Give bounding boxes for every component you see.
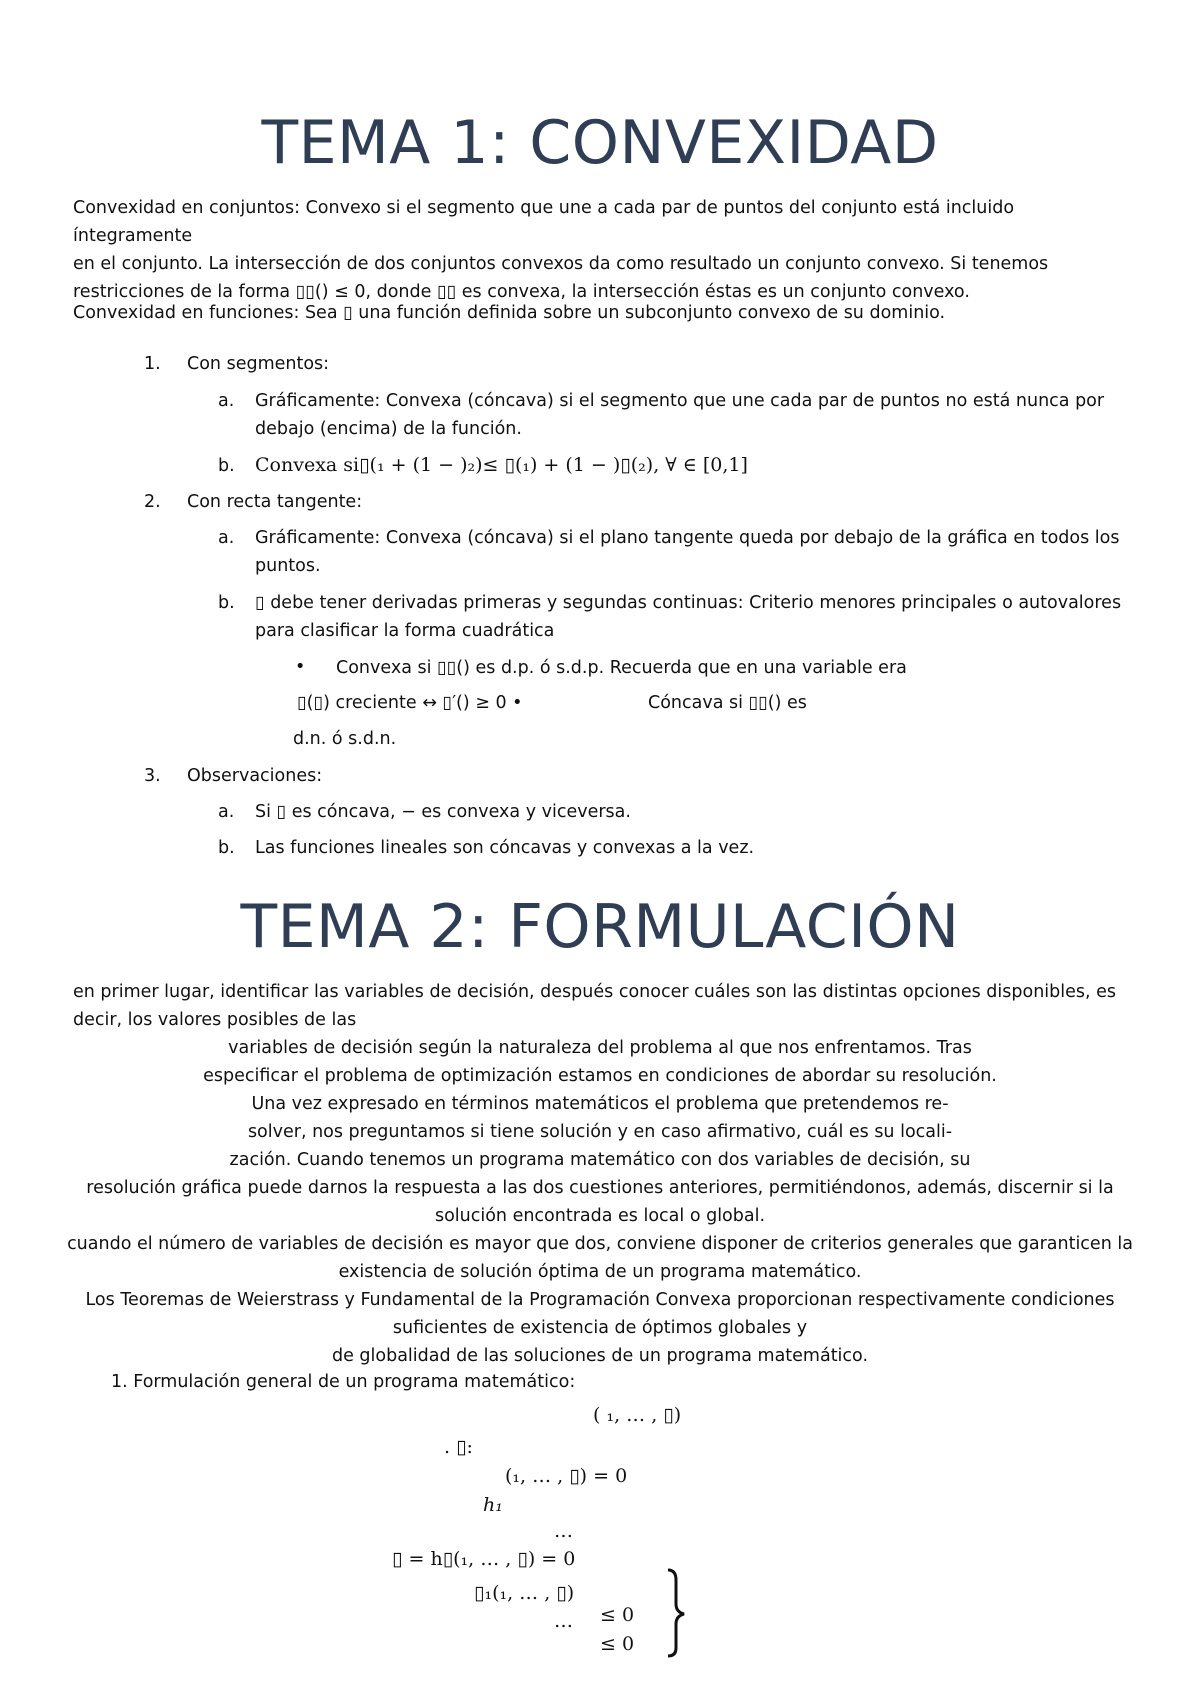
centered-line-4: solver, nos preguntamos si tiene solución y en caso afirmativo, cuál es su locali- [247,1122,953,1142]
centered-line-7: solución encontrada es local o global. [434,1206,766,1226]
list-item-3b: Las funciones lineales son cóncavas y convexas a la vez. [255,838,755,858]
centered-line-5: zación. Cuando tenemos un programa matemático con dos variables de decisión, su [229,1150,971,1170]
list-item-1b-formula: Convexa si▯(₁ + (1 − )₂)≤ ▯(₁) + (1 − )▯(₂), ∀ ∈ [0,1] [255,454,748,476]
tema2-title: TEMA 2: FORMULACIÓN [240,892,960,962]
list-mark-1a: a. [218,391,235,411]
conjuntos-line-1: Convexidad en conjuntos: Convexo si el segmento que une a cada par de puntos del conjunto está incluido íntegramente [73,198,1015,246]
centered-line-9: existencia de solución óptima de un programa matemático. [338,1262,862,1282]
list-item-con-segmentos: Con segmentos: [187,354,330,374]
math-dots-1: … [554,1520,573,1542]
list-item-2a-line-2: puntos. [255,556,321,576]
list-mark-2a: a. [218,528,235,548]
list-item-1a-line-1: Gráficamente: Convexa (cóncava) si el segmento que une cada par de puntos no está nunca por [255,391,1105,411]
list-item-1a-line-2: debajo (encima) de la función. [255,419,522,439]
math-g1: ▯₁(₁, … , ▯) [474,1582,575,1604]
funciones-paragraph: Convexidad en funciones: Sea ▯ una función definida sobre un subconjunto convexo de su dominio. [73,303,946,323]
math-equality-n: ▯ = h▯(₁, … , ▯) = 0 [392,1548,576,1570]
conjuntos-paragraph [73,194,1133,306]
math-inequality-1: ≤ 0 [600,1604,635,1626]
math-inequality-2: ≤ 0 [600,1633,635,1655]
centered-line-8: cuando el número de variables de decisión es mayor que dos, conviene disponer de criterios generales que garanticen la [67,1234,1133,1254]
list-item-2b-line-2: para clasificar la forma cuadrática [255,621,555,641]
math-h1: h₁ [483,1494,503,1516]
bullet-convexa: Convexa si ▯▯() es d.p. ó s.d.p. Recuerda que en una variable era [336,658,907,678]
conjuntos-line-3: restricciones de la forma ▯▯() ≤ 0, donde ▯▯ es convexa, la intersección éstas es un conjunto convexo. [73,282,970,302]
list-item-observaciones: Observaciones: [187,766,323,786]
formulacion-heading: 1. Formulación general de un programa matemático: [111,1372,576,1392]
centered-line-10: Los Teoremas de Weierstrass y Fundamental de la Programación Convexa proporcionan respectivamente condiciones [85,1290,1115,1310]
bullet-dn-sdn: d.n. ó s.d.n. [293,729,397,749]
list-item-2a-line-1: Gráficamente: Convexa (cóncava) si el plano tangente queda por debajo de la gráfica en todos los [255,528,1120,548]
list-mark-3a: a. [218,802,235,822]
math-equality-1: (₁, … , ▯) = 0 [505,1465,628,1487]
list-number-2: 2. [144,492,161,512]
tema2-intro-line-2: decir, los valores posibles de las [73,1010,357,1030]
list-item-2b-line-1: ▯ debe tener derivadas primeras y segundas continuas: Criterio menores principales o autovalores [255,593,1122,613]
conjuntos-line-2: en el conjunto. La intersección de dos conjuntos convexos da como resultado un conjunto convexo. Si tenemos [73,254,1049,274]
tema2-centered-text [60,1034,1140,1370]
list-item-3a: Si ▯ es cóncava, − es convexa y viceversa. [255,802,631,822]
centered-line-1: variables de decisión según la naturaleza del problema al que nos enfrentamos. Tras [228,1038,972,1058]
list-item-con-recta-tangente: Con recta tangente: [187,492,363,512]
math-brace [664,1568,688,1658]
list-number-1: 1. [144,354,161,374]
bullet-concava: Cóncava si ▯▯() es [648,693,807,713]
math-dots-2: … [554,1610,573,1632]
math-objective: ( ₁, … , ▯) [593,1404,682,1426]
tema2-intro [73,978,1133,1034]
bullet-creciente: ▯(▯) creciente ↔ ▯′() ≥ 0 • [297,693,523,713]
list-mark-1b: b. [218,456,235,476]
tema1-title: TEMA 1: CONVEXIDAD [261,108,939,178]
tema2-intro-line-1: en primer lugar, identificar las variables de decisión, después conocer cuáles son las distintas opciones disponibles, es [73,982,1117,1002]
list-number-3: 3. [144,766,161,786]
list-mark-2b: b. [218,593,235,613]
math-subject-to: . ▯: [444,1436,473,1458]
centered-line-12: de globalidad de las soluciones de un programa matemático. [331,1346,869,1366]
centered-line-6: resolución gráfica puede darnos la respuesta a las dos cuestiones anteriores, permitiéndonos, además, discernir si la [86,1178,1114,1198]
centered-line-2: especificar el problema de optimización estamos en condiciones de abordar su resolución. [203,1066,997,1086]
centered-line-11: suficientes de existencia de óptimos globales y [392,1318,808,1338]
list-mark-3b: b. [218,838,235,858]
bullet-mark: • [295,657,306,677]
centered-line-3: Una vez expresado en términos matemáticos el problema que pretendemos re- [251,1094,949,1114]
